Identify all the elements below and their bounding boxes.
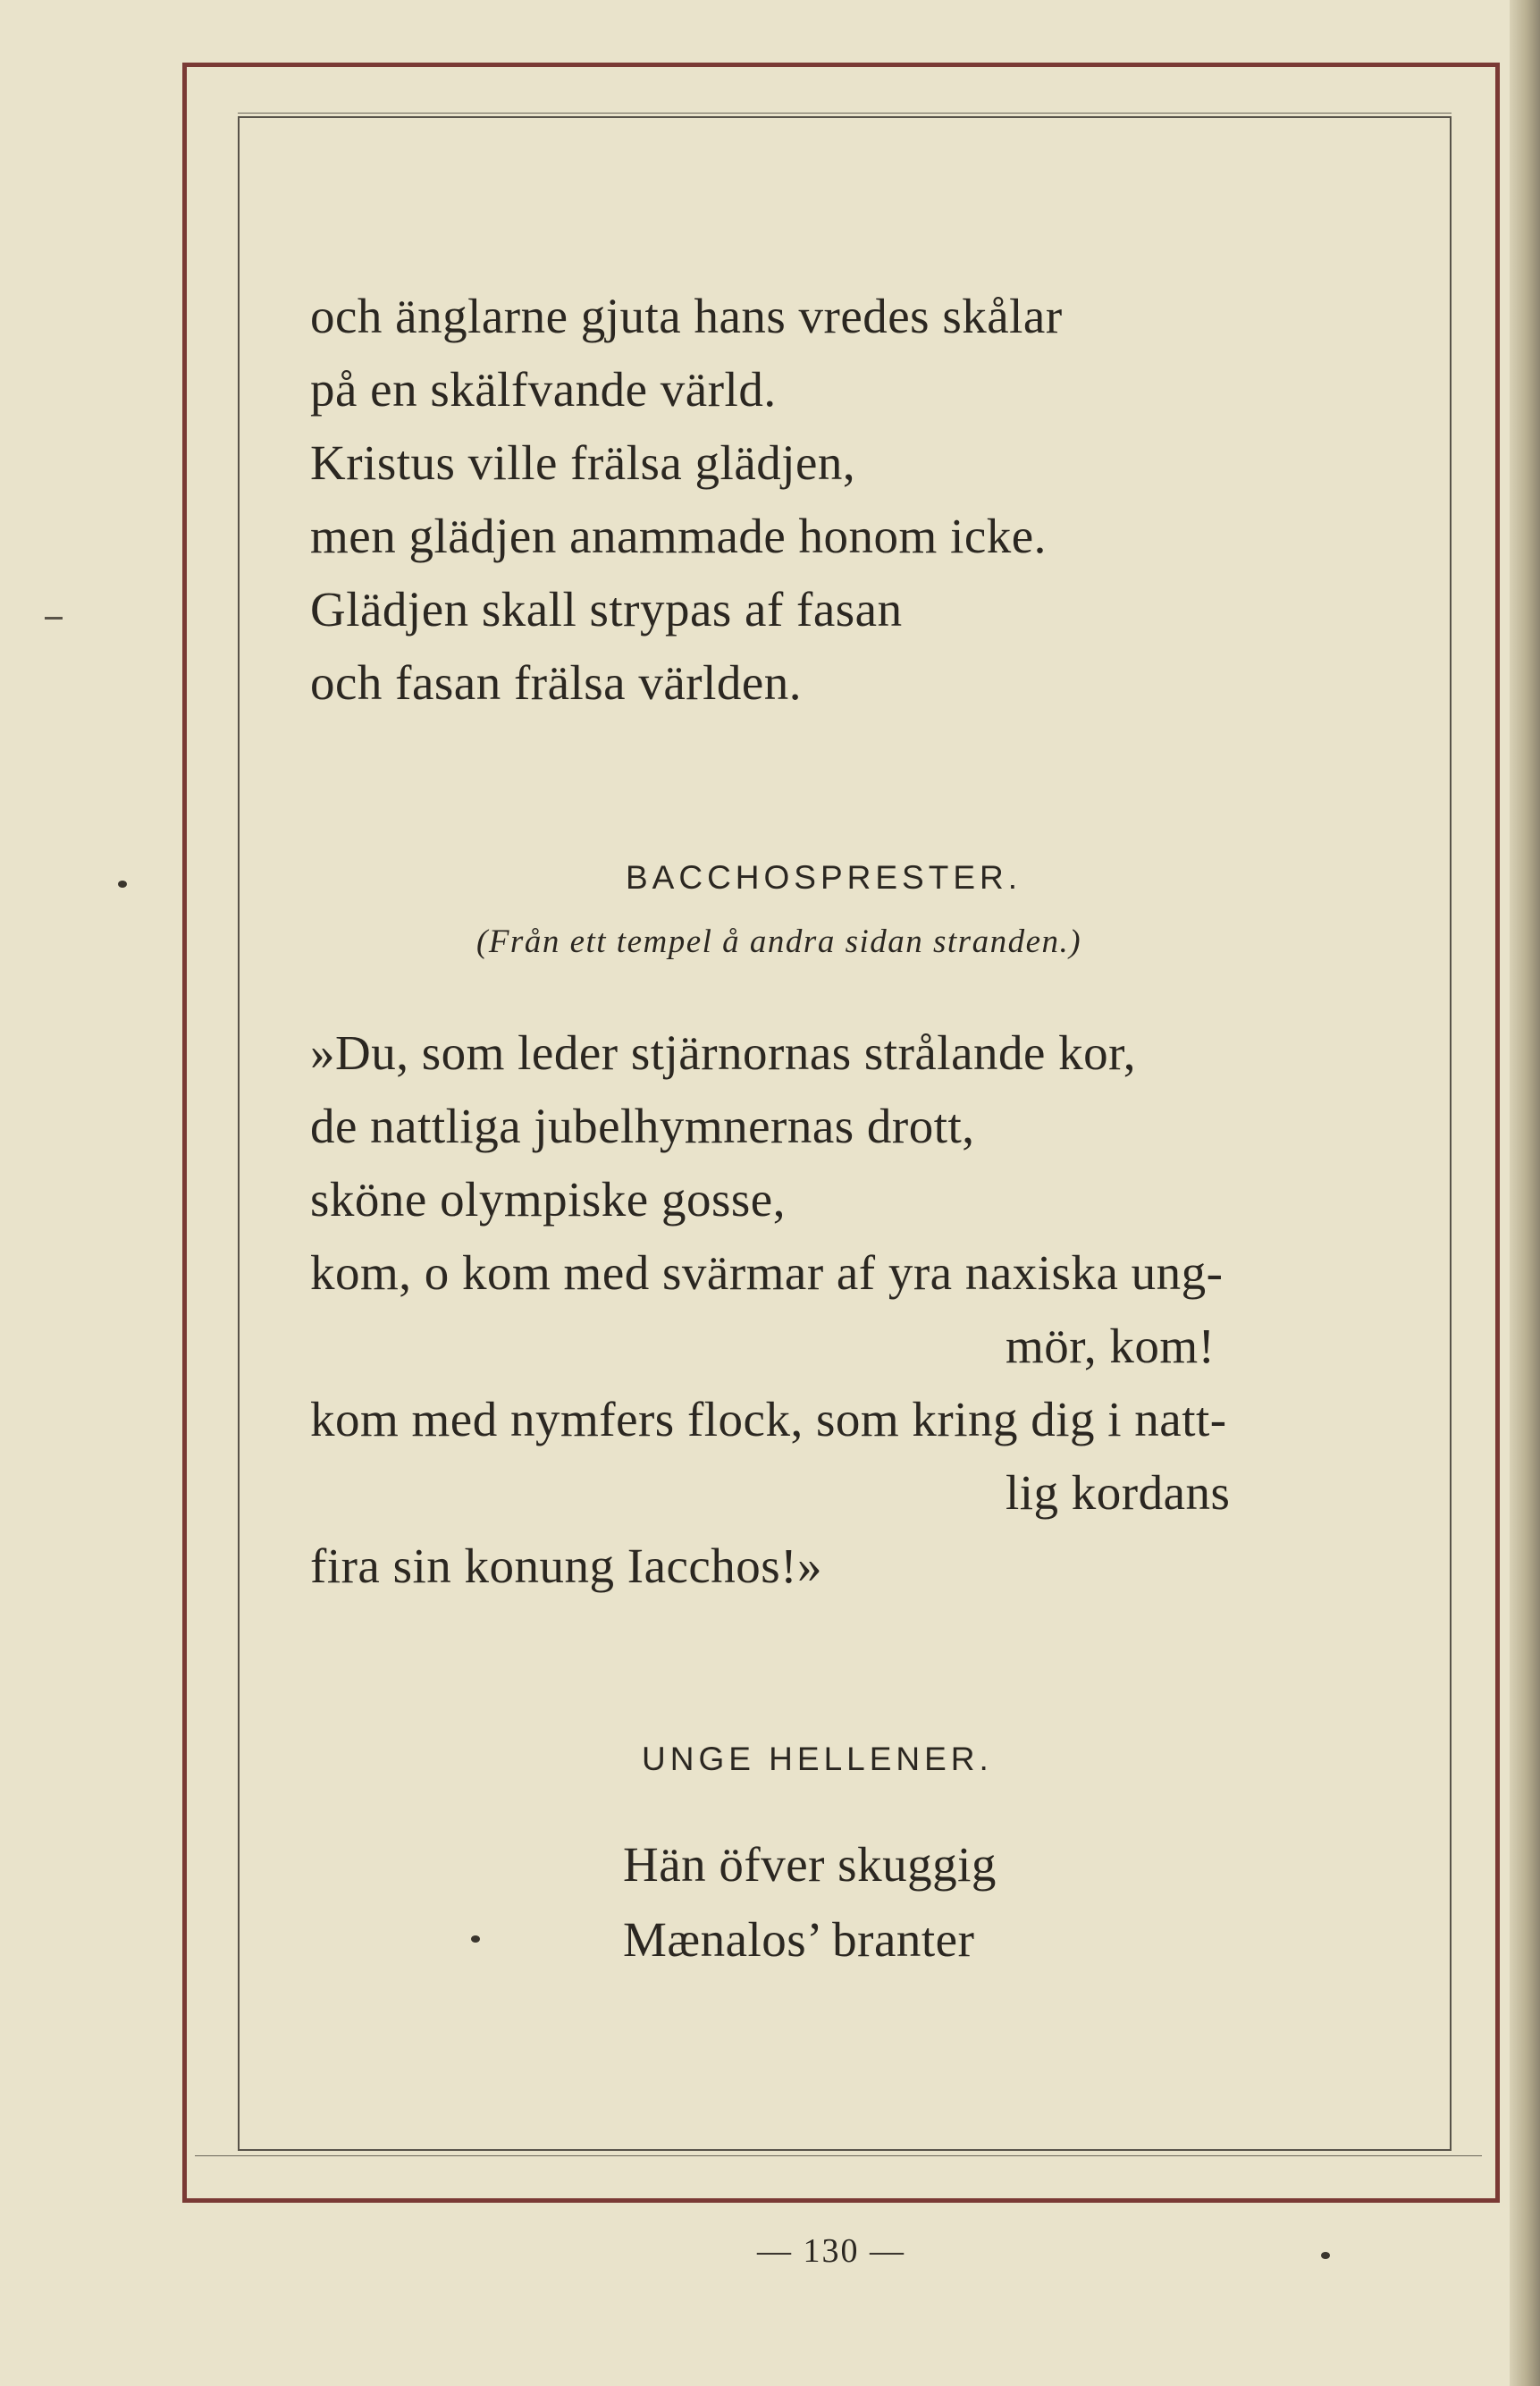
poem-line: på en skälfvande värld. bbox=[310, 362, 777, 417]
poem-line: Mænalos’ branter bbox=[623, 1912, 975, 1967]
page-number: — 130 — bbox=[757, 2232, 905, 2270]
poem-line: men glädjen anammade honom icke. bbox=[310, 509, 1047, 563]
poem-line: Hän öfver skuggig bbox=[623, 1837, 997, 1892]
section-subtitle: (Från ett tempel å andra sidan stranden.) bbox=[476, 923, 1082, 960]
poem-line: Kristus ville frälsa glädjen, bbox=[310, 435, 856, 490]
poem-line: fira sin konung Iacchos!» bbox=[310, 1539, 823, 1593]
poem-line: och fasan frälsa världen. bbox=[310, 655, 803, 710]
poem-line: de nattliga jubelhymnernas drott, bbox=[310, 1099, 975, 1153]
poem-line-continuation: mör, kom! bbox=[1006, 1319, 1216, 1373]
poem-line: sköne olympiske gosse, bbox=[310, 1172, 786, 1227]
poem-line: »Du, som leder stjärnornas strålande kor, bbox=[310, 1025, 1137, 1080]
section-heading: UNGE HELLENER. bbox=[642, 1741, 993, 1777]
poem-line: kom med nymfers flock, som kring dig i natt- bbox=[310, 1392, 1227, 1446]
poem-line: kom, o kom med svärmar af yra naxiska ung- bbox=[310, 1245, 1224, 1300]
poem-line-continuation: lig kordans bbox=[1006, 1465, 1231, 1520]
poem-line: Glädjen skall strypas af fasan bbox=[310, 582, 903, 637]
section-heading: BACCHOSPRESTER. bbox=[626, 859, 1022, 896]
poem-line: och änglarne gjuta hans vredes skålar bbox=[310, 289, 1063, 343]
